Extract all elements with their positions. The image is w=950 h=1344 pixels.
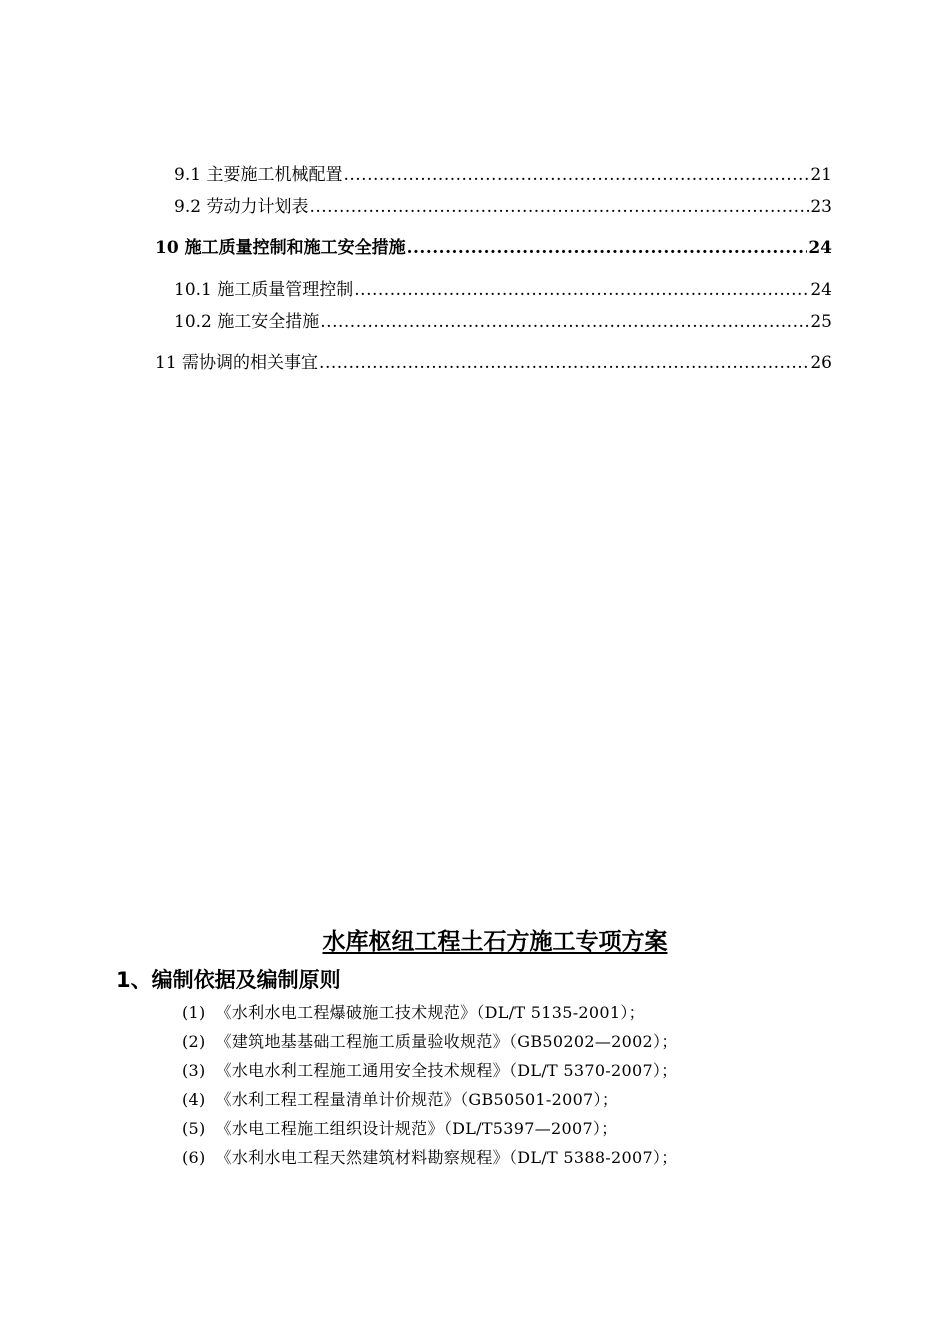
list-item-text: 《水利工程工程量清单计价规范》（GB50501-2007）；	[215, 1090, 619, 1109]
list-item	[182, 998, 678, 1027]
toc-entry-label: 10.1 施工质量管理控制	[174, 280, 354, 300]
list-item	[182, 1143, 678, 1172]
toc-page-number: 24	[808, 238, 832, 258]
list-item-text: 《水电工程施工组织设计规范》（DL/T5397—2007）；	[215, 1119, 618, 1138]
list-item-number: (1)	[182, 1003, 206, 1022]
toc-page-number: 24	[810, 280, 832, 300]
toc-page-number: 21	[810, 165, 832, 185]
toc-entry-label: 10 施工质量控制和施工安全措施	[155, 238, 406, 258]
toc-dot-leader	[309, 196, 809, 218]
section-heading: 1、编制依据及编制原则	[116, 968, 341, 992]
toc-entry-label: 11 需协调的相关事宜	[155, 353, 319, 373]
toc-entry-10[interactable]	[155, 237, 832, 259]
toc-page-number: 25	[810, 312, 832, 332]
toc-dot-leader	[343, 164, 809, 186]
toc-dot-leader	[407, 237, 808, 259]
list-item	[182, 1085, 678, 1114]
toc-entry-label: 9.1 主要施工机械配置	[174, 165, 343, 185]
toc-entry-10-1[interactable]	[174, 279, 832, 301]
toc-page-number: 26	[810, 353, 832, 373]
list-item	[182, 1056, 678, 1085]
toc-entry-label: 10.2 施工安全措施	[174, 312, 320, 332]
list-item-text: 《水利水电工程爆破施工技术规范》（DL/T 5135-2001）；	[215, 1003, 645, 1022]
toc-entry-label: 9.2 劳动力计划表	[174, 197, 309, 217]
document-title: 水库枢纽工程土石方施工专项方案	[322, 929, 668, 955]
toc-entry-11[interactable]	[155, 352, 832, 374]
toc-page-number: 23	[810, 197, 832, 217]
list-item-text: 《建筑地基基础工程施工质量验收规范》（GB50202—2002）；	[215, 1032, 678, 1051]
list-item-number: (4)	[182, 1090, 206, 1109]
list-item-number: (3)	[182, 1061, 206, 1080]
list-item-number: (2)	[182, 1032, 206, 1051]
list-item	[182, 1114, 678, 1143]
toc-entry-9-1[interactable]	[174, 164, 832, 186]
toc-entry-10-2[interactable]	[174, 311, 832, 333]
list-item-text: 《水利水电工程天然建筑材料勘察规程》（DL/T 5388-2007）；	[215, 1148, 678, 1167]
toc-dot-leader	[319, 352, 809, 374]
list-item-number: (5)	[182, 1119, 206, 1138]
list-item-number: (6)	[182, 1148, 206, 1167]
toc-dot-leader	[320, 311, 809, 333]
reference-list	[182, 998, 678, 1172]
list-item	[182, 1027, 678, 1056]
list-item-text: 《水电水利工程施工通用安全技术规程》（DL/T 5370-2007）；	[215, 1061, 678, 1080]
toc-entry-9-2[interactable]	[174, 196, 832, 218]
toc-dot-leader	[354, 279, 809, 301]
